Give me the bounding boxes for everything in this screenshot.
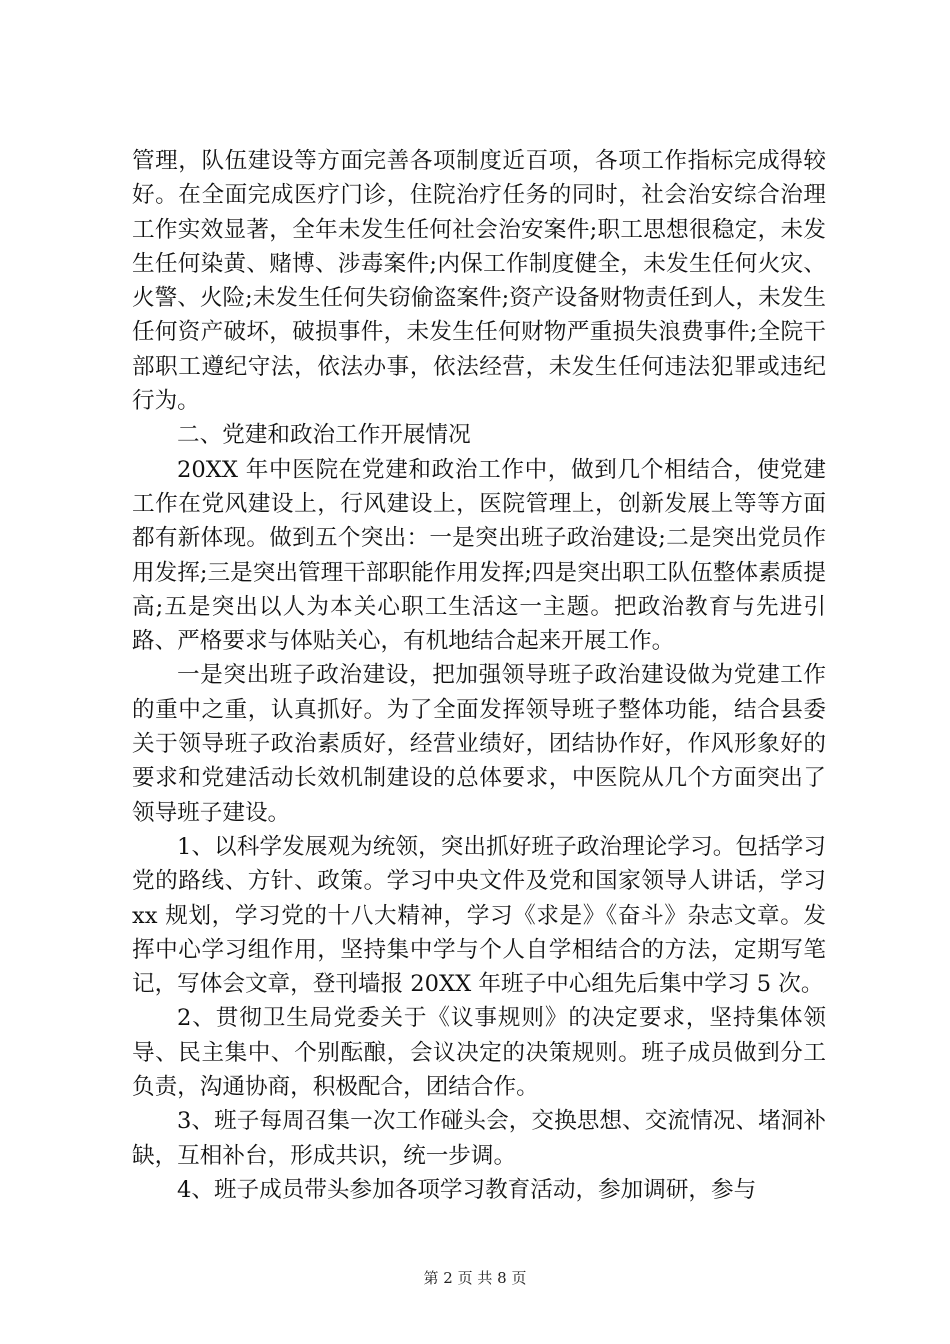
document-body	[132, 144, 826, 1207]
paragraph-party-work-overview: 20XX 年中医院在党建和政治工作中，做到几个相结合，使党建工作在党风建设上，行风建设上，医院管理上，创新发展上等等方面都有新体现。做到五个突出：一是突出班子政治建设;二是突出党员作用发挥;三是突出管理干部职能作用发挥;四是突出职工队伍整体素质提高;五是突出以人为本关心职工生活这一主题。把政治教育与先进引路、严格要求与体贴关心，有机地结合起来开展工作。	[132, 456, 826, 655]
section-heading-party-building: 二、党建和政治工作开展情况	[177, 422, 471, 449]
list-item-2-rules: 2、贯彻卫生局党委关于《议事规则》的决定要求，坚持集体领导、民主集中、个别酝酿，会议决定的决策规则。班子成员做到分工负责，沟通协商，积极配合，团结合作。	[132, 1005, 826, 1101]
list-item-4-study-activities: 4、班子成员带头参加各项学习教育活动，参加调研，参与	[177, 1176, 757, 1203]
list-item-3-weekly-meeting: 3、班子每周召集一次工作碰头会，交换思想、交流情况、堵洞补缺，互相补台，形成共识，统一步调。	[132, 1108, 826, 1169]
paragraph-management-summary: 管理，队伍建设等方面完善各项制度近百项，各项工作指标完成得较好。在全面完成医疗门诊，住院治疗任务的同时，社会治安综合治理工作实效显著，全年未发生任何社会治安案件;职工思想很稳定，未发生任何染黄、赌博、涉毒案件;内保工作制度健全，未发生任何火灾、火警、火险;未发生任何失窃偷盗案件;资产设备财物责任到人，未发生任何资产破坏，破损事件，未发生任何财物严重损失浪费事件;全院干部职工遵纪守法，依法办事，依法经营，未发生任何违法犯罪或违纪行为。	[132, 148, 826, 415]
page-number-footer: 第 2 页 共 8 页	[423, 1269, 527, 1287]
list-item-1-theory-study: 1、以科学发展观为统领，突出抓好班子政治理论学习。包括学习党的路线、方针、政策。学习中央文件及党和国家领导人讲话，学习 xx 规划，学习党的十八大精神，学习《求是》《奋斗》杂志文章。发挥中心学习组作用，坚持集中学与个人自学相结合的方法，定期写笔记，写体会文章，登刊墙报 20XX 年班子中心组先后集中学习 5 次。	[132, 833, 826, 998]
paragraph-leadership-building: 一是突出班子政治建设，把加强领导班子政治建设做为党建工作的重中之重，认真抓好。为了全面发挥领导班子整体功能，结合县委关于领导班子政治素质好，经营业绩好，团结协作好，作风形象好的要求和党建活动长效机制建设的总体要求，中医院从几个方面突出了领导班子建设。	[132, 662, 826, 826]
